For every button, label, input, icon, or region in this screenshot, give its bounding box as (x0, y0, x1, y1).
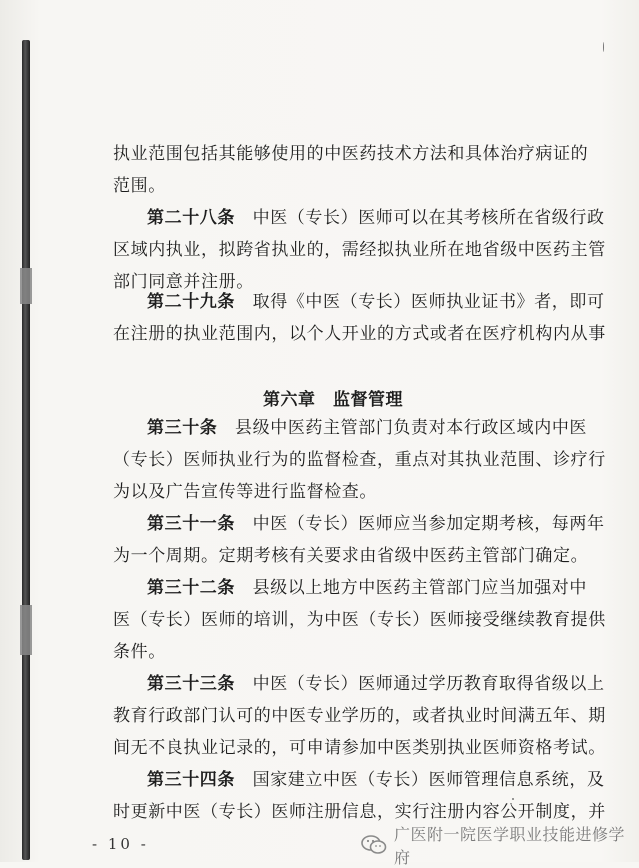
article-number: 第三十一条 (147, 514, 235, 534)
article-line (147, 673, 605, 695)
page-number: - 10 - (92, 835, 149, 853)
binding-clip (20, 268, 32, 304)
text-line: （专长）医师执业行为的监督检查，重点对其执业范围、诊疗行 (113, 450, 606, 470)
binding-clip (20, 605, 32, 655)
text-line: 区域内执业，拟跨省执业的，需经拟执业所在地省级中医药主管 (113, 240, 606, 260)
article-number: 第三十二条 (147, 578, 235, 598)
text-line: 在注册的执业范围内，以个人开业的方式或者在医疗机构内从事 (113, 324, 606, 344)
article-text: 中医（专长）医师可以在其考核所在省级行政 (252, 208, 605, 228)
scan-speck (603, 42, 604, 52)
article-line (147, 513, 605, 535)
article-line (147, 769, 605, 791)
text-line: 医（专长）医师的培训，为中医（专长）医师接受继续教育提供 (113, 610, 606, 630)
scan-speck (512, 798, 514, 800)
article-line (147, 207, 605, 229)
article-line (147, 291, 605, 313)
article-number: 第三十条 (147, 418, 218, 438)
article-text: 中医（专长）医师通过学历教育取得省级以上 (252, 674, 605, 694)
text-line: 为以及广告宣传等进行监督检查。 (113, 482, 377, 502)
text-line: 范围。 (113, 176, 166, 196)
article-number: 第二十八条 (147, 208, 235, 228)
article-number: 第三十三条 (147, 674, 235, 694)
article-text: 中医（专长）医师应当参加定期考核，每两年 (252, 514, 605, 534)
article-line (147, 577, 587, 599)
article-line (147, 417, 587, 439)
text-line: 时更新中医（专长）医师注册信息，实行注册内容公开制度，并 (113, 802, 606, 822)
article-number: 第三十四条 (147, 770, 235, 790)
text-line: 条件。 (113, 642, 166, 662)
text-line: 部门同意并注册。 (113, 272, 254, 292)
text-line: 为一个周期。定期考核有关要求由省级中医药主管部门确定。 (113, 546, 589, 566)
binding-edge (22, 40, 30, 860)
article-number: 第二十九条 (147, 292, 235, 312)
watermark (360, 822, 639, 868)
chapter-title: 第六章 监督管理 (263, 390, 403, 410)
article-text: 县级以上地方中医药主管部门应当加强对中 (252, 578, 588, 598)
wechat-icon (360, 834, 388, 856)
article-text: 取得《中医（专长）医师执业证书》者，即可 (252, 292, 605, 312)
article-text: 国家建立中医（专长）医师管理信息系统，及 (252, 770, 605, 790)
text-line: 执业范围包括其能够使用的中医药技术方法和具体治疗病证的 (113, 144, 589, 164)
text-line: 教育行政部门认可的中医专业学历的，或者执业时间满五年、期 (113, 706, 606, 726)
watermark-text: 广医附一院医学职业技能进修学府 (394, 825, 626, 867)
article-text: 县级中医药主管部门负责对本行政区域内中医 (235, 418, 588, 438)
text-line: 间无不良执业记录的，可申请参加中医类别执业医师资格考试。 (113, 738, 606, 758)
